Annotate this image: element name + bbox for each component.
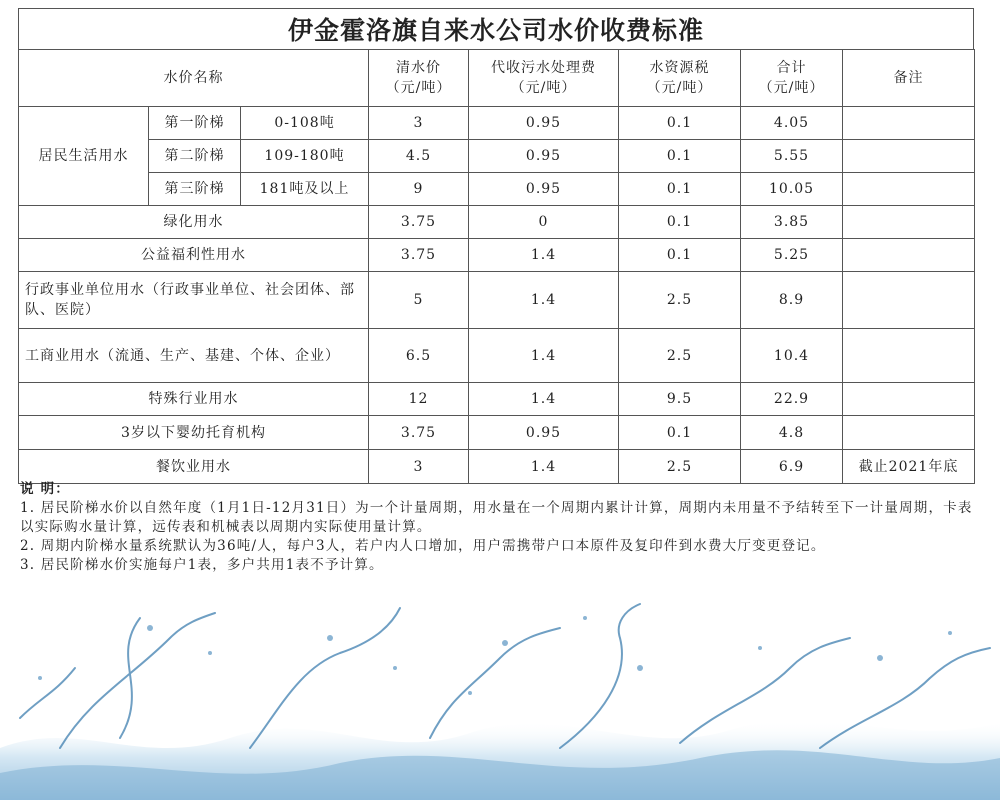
- note-item: 2. 周期内阶梯水量系统默认为36吨/人，每户3人，若户内人口增加，用户需携带户口本原件及复印件到水费大厅变更登记。: [20, 538, 826, 554]
- water-splash-image: [0, 598, 1000, 800]
- cell-remark: [843, 383, 975, 416]
- note-item: 3. 居民阶梯水价实施每户1表，多户共用1表不予计算。: [20, 557, 384, 573]
- cell-tax: 0.1: [619, 173, 741, 206]
- row-name: 3岁以下婴幼托育机构: [19, 416, 369, 450]
- row-name: 工商业用水（流通、生产、基建、个体、企业）: [19, 329, 369, 383]
- row-name: 餐饮业用水: [19, 450, 369, 484]
- cell-total: 5.55: [741, 140, 843, 173]
- header-remark: 备注: [843, 50, 975, 107]
- cell-sewage: 0.95: [469, 140, 619, 173]
- cell-tax: 0.1: [619, 206, 741, 239]
- header-sewage-fee: 代收污水处理费 （元/吨）: [469, 50, 619, 107]
- table-row: [19, 206, 975, 239]
- cell-total: 5.25: [741, 239, 843, 272]
- cell-total: 4.8: [741, 416, 843, 450]
- cell-total: 8.9: [741, 272, 843, 329]
- price-sheet: [18, 8, 974, 484]
- cell-sewage: 1.4: [469, 383, 619, 416]
- cell-remark: [843, 272, 975, 329]
- cell-clean: 3.75: [369, 416, 469, 450]
- header-clean-price: 清水价 （元/吨）: [369, 50, 469, 107]
- row-name: 行政事业单位用水（行政事业单位、社会团体、部队、医院）: [19, 272, 369, 329]
- tier-range: 109-180吨: [241, 140, 369, 173]
- cell-clean: 3.75: [369, 206, 469, 239]
- cell-clean: 12: [369, 383, 469, 416]
- cell-sewage: 0: [469, 206, 619, 239]
- cell-remark: 截止2021年底: [843, 450, 975, 484]
- cell-sewage: 1.4: [469, 272, 619, 329]
- cell-clean: 3: [369, 450, 469, 484]
- row-name: 特殊行业用水: [19, 383, 369, 416]
- notes-heading: 说 明：: [20, 481, 70, 497]
- header-total: 合计 （元/吨）: [741, 50, 843, 107]
- row-name: 绿化用水: [19, 206, 369, 239]
- table-row: [19, 272, 975, 329]
- cell-total: 3.85: [741, 206, 843, 239]
- cell-tax: 2.5: [619, 329, 741, 383]
- cell-remark: [843, 206, 975, 239]
- cell-total: 10.4: [741, 329, 843, 383]
- cell-remark: [843, 140, 975, 173]
- tier-name: 第三阶梯: [149, 173, 241, 206]
- table-row: [19, 450, 975, 484]
- table-row: [19, 140, 975, 173]
- cell-total: 4.05: [741, 107, 843, 140]
- cell-sewage: 0.95: [469, 107, 619, 140]
- tier-range: 0-108吨: [241, 107, 369, 140]
- cell-remark: [843, 416, 975, 450]
- cell-sewage: 1.4: [469, 239, 619, 272]
- header-name: 水价名称: [19, 50, 369, 107]
- cell-clean: 3: [369, 107, 469, 140]
- cell-sewage: 0.95: [469, 416, 619, 450]
- cell-clean: 3.75: [369, 239, 469, 272]
- table-row: [19, 383, 975, 416]
- notes-section: [20, 480, 975, 575]
- header-resource-tax: 水资源税 （元/吨）: [619, 50, 741, 107]
- page-title: 伊金霍洛旗自来水公司水价收费标准: [18, 8, 974, 49]
- table-row: [19, 416, 975, 450]
- cell-clean: 9: [369, 173, 469, 206]
- tier-name: 第一阶梯: [149, 107, 241, 140]
- cell-tax: 2.5: [619, 450, 741, 484]
- cell-tax: 0.1: [619, 107, 741, 140]
- cell-remark: [843, 239, 975, 272]
- cell-tax: 0.1: [619, 416, 741, 450]
- cell-sewage: 1.4: [469, 329, 619, 383]
- table-row: [19, 107, 975, 140]
- row-name: 公益福利性用水: [19, 239, 369, 272]
- cell-total: 10.05: [741, 173, 843, 206]
- table-row: [19, 173, 975, 206]
- cell-tax: 2.5: [619, 272, 741, 329]
- cell-sewage: 1.4: [469, 450, 619, 484]
- cell-clean: 5: [369, 272, 469, 329]
- cell-tax: 0.1: [619, 140, 741, 173]
- table-row: [19, 239, 975, 272]
- cell-tax: 9.5: [619, 383, 741, 416]
- residential-label: 居民生活用水: [19, 107, 149, 206]
- tier-name: 第二阶梯: [149, 140, 241, 173]
- cell-total: 22.9: [741, 383, 843, 416]
- cell-sewage: 0.95: [469, 173, 619, 206]
- cell-tax: 0.1: [619, 239, 741, 272]
- note-item: 1. 居民阶梯水价以自然年度（1月1日-12月31日）为一个计量周期，用水量在一个周期内累计计算，周期内未用量不予结转至下一计量周期，卡表以实际购水量计算，远传表和机械表以周期内实际使用量计算。: [20, 500, 973, 535]
- cell-remark: [843, 173, 975, 206]
- cell-clean: 6.5: [369, 329, 469, 383]
- table-row: [19, 329, 975, 383]
- header-row: [19, 50, 975, 107]
- cell-clean: 4.5: [369, 140, 469, 173]
- cell-remark: [843, 107, 975, 140]
- water-price-table: [18, 49, 975, 484]
- cell-remark: [843, 329, 975, 383]
- tier-range: 181吨及以上: [241, 173, 369, 206]
- cell-total: 6.9: [741, 450, 843, 484]
